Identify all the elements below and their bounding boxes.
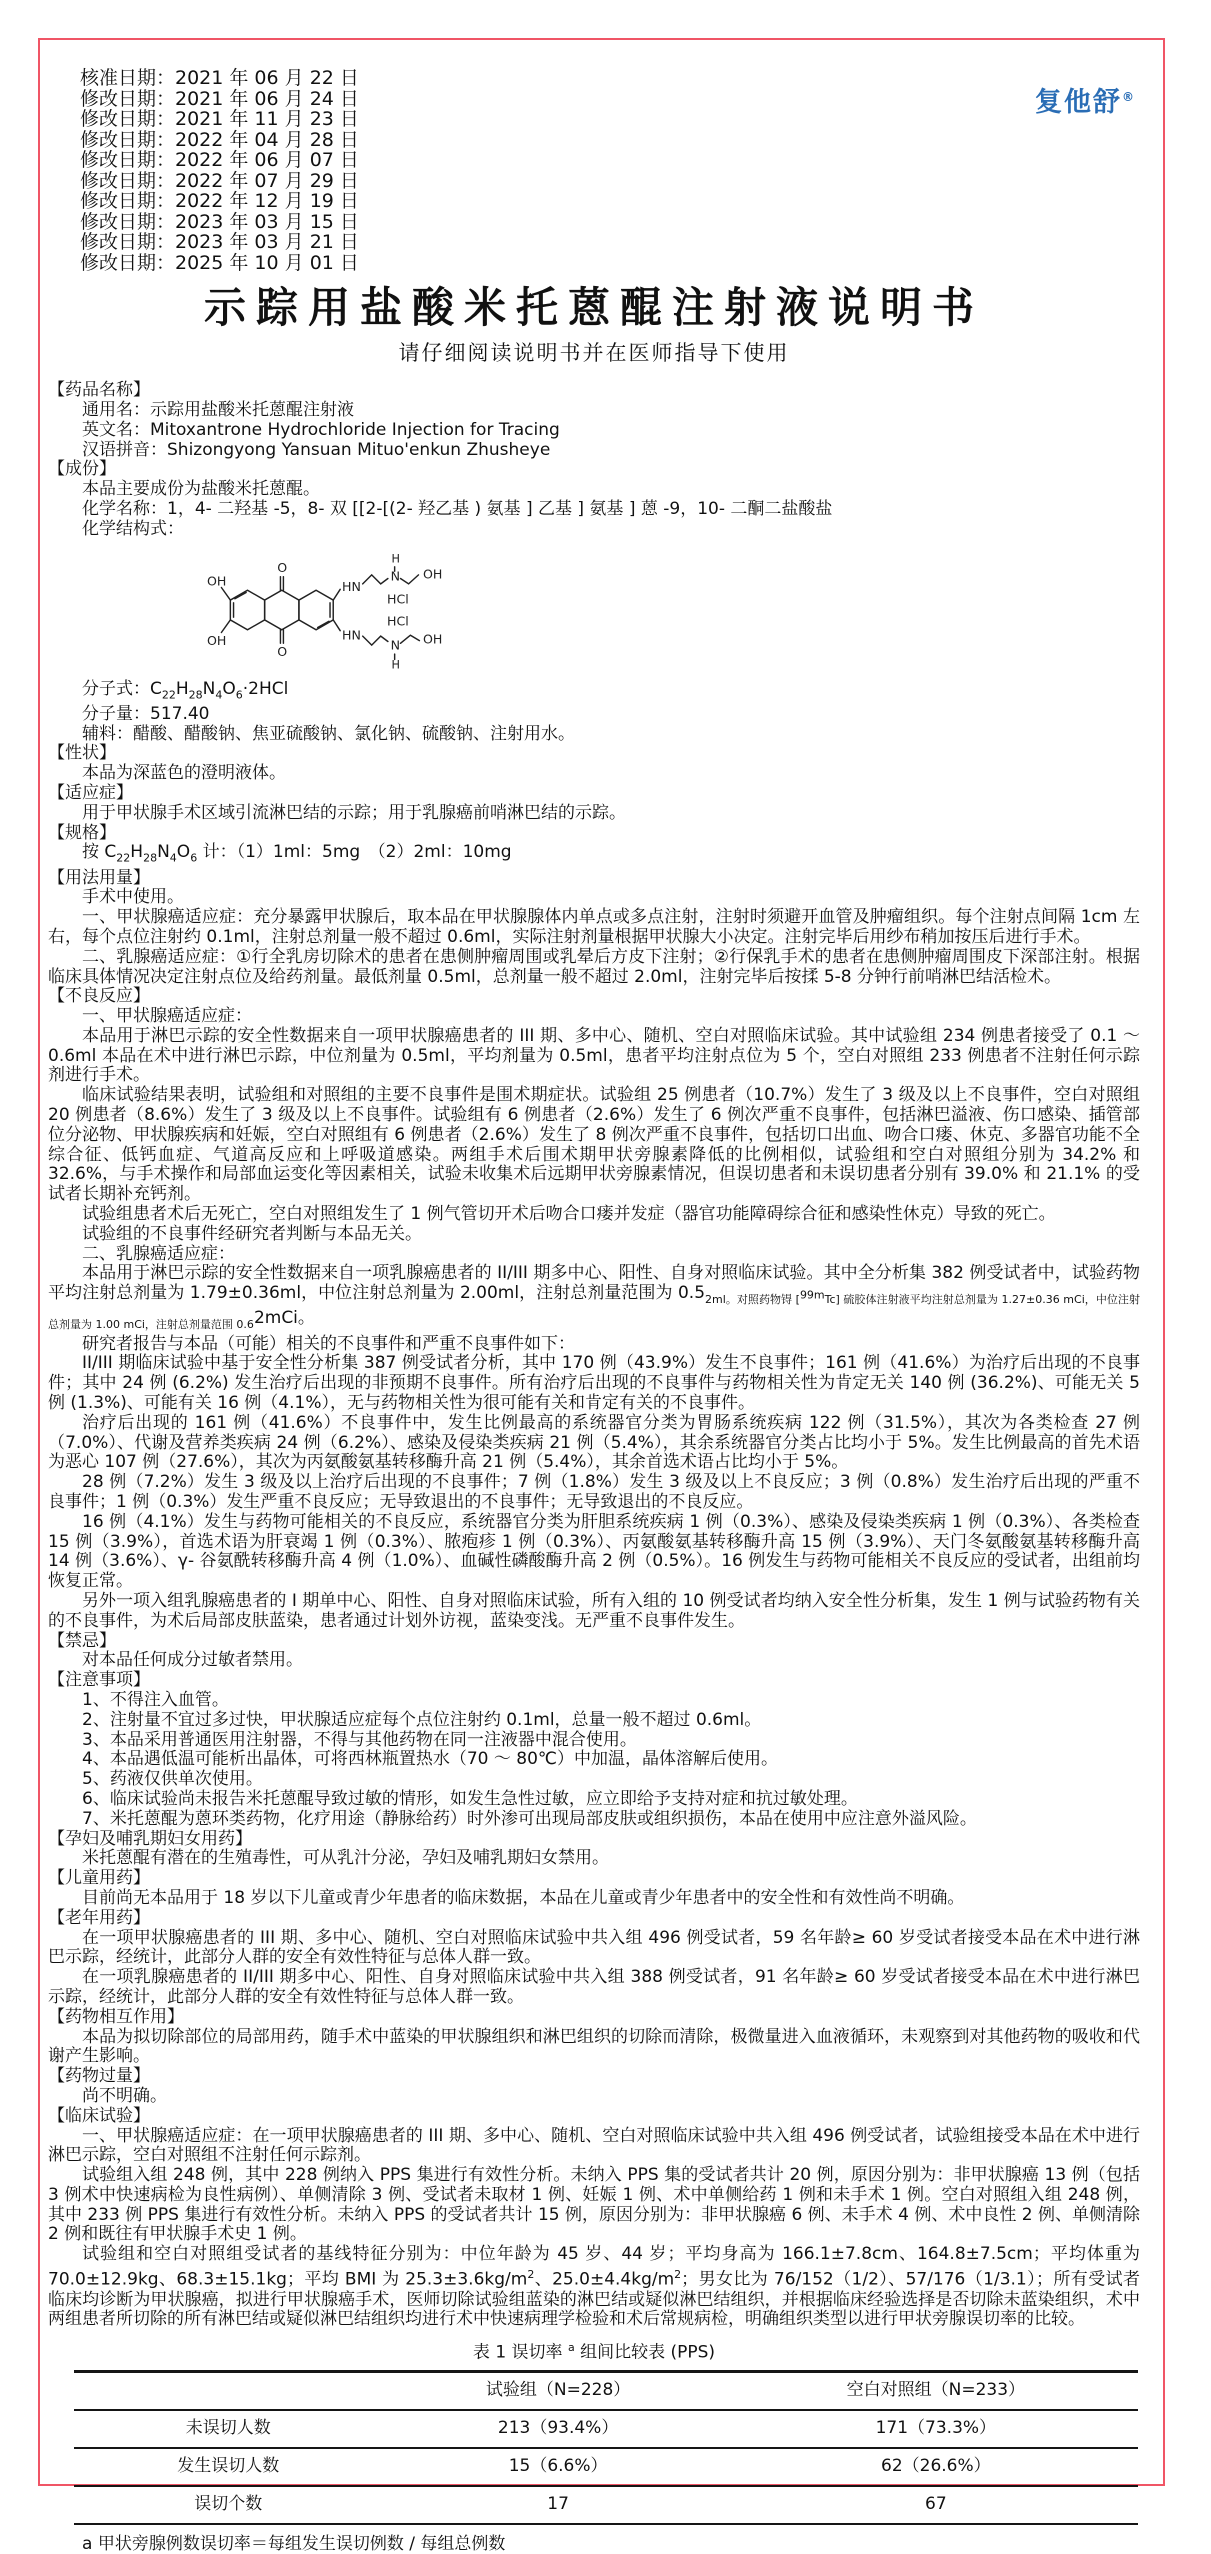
section-heading: 【规格】: [48, 822, 116, 843]
paragraph: 辅料：醋酸、醋酸钠、焦亚硫酸钠、氯化钠、硫酸钠、注射用水。: [82, 723, 575, 744]
paragraph: 试验组和空白对照组受试者的基线特征分别为：中位年龄为 45 岁、44 岁；平均身高为 166.1±7.8cm、164.8±7.5cm；平均体重为 70.0±12.9kg、68.3±15.1kg；平均 BMI 为 $25.3\pm 3.6kg/m^2$、$25.0\pm 4.4kg/m^2$；男女比为 76/152（1/2）、57/176（1/3.1）；所有受试者临床均诊断为甲状腺癌，拟进行甲状腺癌手术，医师切除试验组蓝染的淋巴结或疑似淋巴结组织，并根据临床经验选择是否切除未蓝染组织，术中两组患者所切除的所有淋巴结或疑似淋巴结组织均进行术中快速病理学检验和术后常规病检，明确组织类型以进行甲状旁腺误切率的比较。: [48, 2244, 1140, 2330]
structure-label: N: [390, 637, 401, 653]
paragraph: 本品为拟切除部位的局部用药，随手术中蓝染的甲状腺组织和淋巴组织的切除而清除，极微量进入血液循环，未观察到对其他药物的吸收和代谢产生影响。: [48, 2026, 1140, 2067]
structure-label: HCl: [387, 612, 409, 628]
structure-label: N: [390, 567, 401, 583]
miscut-rate-table: [74, 2370, 1138, 2525]
section-heading: 【临床试验】: [48, 2105, 150, 2126]
paragraph: 本品用于淋巴示踪的安全性数据来自一项乳腺癌患者的 II/III 期多中心、阳性、自身对照临床试验。其中全分析集 382 例受试者中，试验药物平均注射总剂量为 1.79±0.36ml，中位注射总剂量为 2.00ml，注射总剂量范围为 $0.5_{2ml。对照药物锝 [^{99m}Tc] 硫胶体注射液平均注射总剂量为 1.27\pm 0.36 mCi,中位注射总剂量为 1.00 mCi,注射总剂量范围 0.6}2mCi$。: [48, 1263, 1140, 1331]
structure-label: OH: [207, 632, 227, 648]
column-header: 空白对照组（N=233）: [846, 2379, 1026, 2400]
paragraph: 试验组入组 248 例，其中 228 例纳入 PPS 集进行有效性分析。未纳入 PPS 集的受试者共计 20 例，原因分别为：非甲状腺癌 13 例（包括 3 例术中快速病检为良性病例）、单侧清除 3 例、受试者未取材 1 例、妊娠 1 例、术中单侧给药 1 例和未手术 1 例。空白对照组入组 248 例，其中 233 例 PPS 集进行有效性分析。未纳入 PPS 的受试者共计 15 例，原因分别为：非甲状腺癌 6 例、未手术 4 例、术中良性 2 例、单侧清除 2 例和既往有甲状腺手术史 1 例。: [48, 2165, 1140, 2245]
paragraph: 16 例（4.1%）发生与药物可能相关的不良反应，系统器官分类为肝胆系统疾病 1 例（0.3%）、感染及侵染类疾病 1 例（0.3%）、各类检查 15 例（3.9%），首选术语为肝衰竭 1 例（0.3%）、脓疱疹 1 例（0.3%）、丙氨酸氨基转移酶升高 15 例（3.9%）、天门冬氨酸氨基转移酶升高 14 例（3.6%）、γ- 谷氨酰转移酶升高 4 例（1.0%）、血碱性磷酸酶升高 2 例（0.5%）。16 例发生与药物可能相关不良反应的受试者，出组前均恢复正常。: [48, 1511, 1140, 1592]
section-heading: 【儿童用药】: [48, 1868, 150, 1889]
date-line: 修改日期：2023 年 03 月 15 日: [80, 210, 359, 233]
table-cell: 213（93.4%）: [497, 2417, 619, 2438]
paragraph: 一、甲状腺癌适应症：充分暴露甲状腺后，取本品在甲状腺腺体内单点或多点注射，注射时须避开血管及肿瘤组织。每个注射点间隔 1cm 左右，每个点位注射约 0.1ml，注射总剂量一般不超过 0.6ml，实际注射剂量根据甲状腺大小决定。注射完毕后用纱布稍加按压后进行手术。: [48, 907, 1140, 947]
structure-label: HCl: [387, 591, 409, 607]
paragraph: 用于甲状腺手术区域引流淋巴结的示踪；用于乳腺癌前哨淋巴结的示踪。: [82, 802, 626, 823]
date-line: 修改日期：2022 年 07 月 29 日: [80, 169, 359, 192]
paragraph: 临床试验结果表明，试验组和对照组的主要不良事件是围术期症状。试验组 25 例患者（10.7%）发生了 3 级及以上不良事件，空白对照组 20 例患者（8.6%）发生了 3 级及以上不良事件。试验组有 6 例患者（2.6%）发生了 6 例次严重不良事件，包括淋巴溢液、伤口感染、插管部位分泌物、甲状腺疾病和妊娠，空白对照组有 6 例患者（2.6%）发生了 8 例次严重不良事件，包括切口出血、吻合口瘘、休克、多器官功能不全综合征、低钙血症、气道高反应和上呼吸道感染。两组手术后围术期甲状旁腺素降低的比例相似，试验组和空白对照组分别为 34.2% 和 32.6%，与手术操作和局部血运变化等因素相关，试验未收集术后远期甲状旁腺素情况，但误切患者和未误切患者分别有 39.0% 和 21.1% 的受试者长期补充钙剂。: [48, 1085, 1140, 1205]
brand-logo: [1035, 80, 1136, 119]
document-body: [48, 381, 1140, 2554]
table-cell: 171（73.3%）: [875, 2417, 997, 2438]
structure-label: OH: [423, 566, 443, 582]
paragraph: 尚不明确。: [82, 2085, 167, 2106]
paragraph: 本品主要成份为盐酸米托蒽醌。: [82, 479, 320, 500]
paragraph: 4、本品遇低温可能析出晶体，可将西林瓶置热水（70 ～ 80℃）中加温，晶体溶解后使用。: [82, 1749, 778, 1770]
table-row: [74, 2486, 1138, 2524]
paragraph: 1、不得注入血管。: [82, 1689, 229, 1710]
chemical-structure-diagram: [198, 542, 540, 678]
section-heading: 【药物相互作用】: [48, 2006, 184, 2027]
paragraph: 7、米托蒽醌为蒽环类药物，化疗用途（静脉给药）时外渗可出现局部皮肤或组织损伤，本品在使用中应注意外溢风险。: [82, 1808, 977, 1829]
paragraph: 通用名：示踪用盐酸米托蒽醌注射液: [82, 399, 354, 420]
section-heading: 【老年用药】: [48, 1907, 150, 1928]
paragraph: 本品为深蓝色的澄明液体。: [82, 763, 286, 784]
paragraph: 28 例（7.2%）发生 3 级及以上治疗后出现的不良事件；7 例（1.8%）发生 3 级及以上不良反应；3 例（0.8%）发生治疗后出现的严重不良事件；1 例（0.3%）发生严重不良反应；无导致退出的不良事件；无导致退出的不良反应。: [48, 1472, 1140, 1512]
paragraph: 在一项乳腺癌患者的 II/III 期多中心、阳性、自身对照临床试验中共入组 388 例受试者，91 名年龄≥ 60 岁受试者接受本品在术中进行淋巴示踪，经统计，此部分人群的安全有效性特征与总体人群一致。: [48, 1967, 1140, 2007]
date-line: 修改日期：2021 年 11 月 23 日: [80, 108, 359, 130]
paragraph: 米托蒽醌有潜在的生殖毒性，可从乳汁分泌，孕妇及哺乳期妇女禁用。: [82, 1848, 609, 1869]
paragraph: 化学名称：1，4- 二羟基 -5，8- 双 [[2-[(2- 羟乙基 ) 氨基 ] 乙基 ] 氨基 ] 蒽 -9，10- 二酮二盐酸盐: [82, 498, 833, 519]
paragraph: 分子量：517.40: [82, 703, 210, 724]
structure-label: HN: [342, 578, 361, 594]
table-cell: 15（6.6%）: [508, 2455, 608, 2476]
section-heading: 【药物过量】: [48, 2066, 150, 2087]
section-heading: 【成份】: [48, 459, 116, 480]
section-heading: 【禁忌】: [48, 1630, 116, 1651]
paragraph: 5、药液仅供单次使用。: [82, 1769, 263, 1790]
paragraph: 分子式：$C_{22}H_{28}N_4O_6\cdot 2HCl$: [82, 678, 289, 701]
paragraph: 化学结构式：: [82, 518, 184, 539]
section-heading: 【孕妇及哺乳期妇女用药】: [48, 1828, 252, 1849]
table-caption: 表 1 误切率 $^a$ 组间比较表 (PPS): [472, 2341, 716, 2363]
paragraph: 在一项甲状腺癌患者的 III 期、多中心、随机、空白对照临床试验中共入组 496 例受试者，59 名年龄≥ 60 岁受试者接受本品在术中进行淋巴示踪，经统计，此部分人群的安全有效性特征与总体人群一致。: [48, 1927, 1140, 1968]
page-content: [48, 38, 1140, 2554]
paragraph: 试验组的不良事件经研究者判断与本品无关。: [82, 1223, 422, 1244]
section-heading: 【注意事项】: [48, 1670, 150, 1691]
section-heading: 【性状】: [48, 743, 116, 764]
table-footnote: a 甲状旁腺例数误切率＝每组发生误切例数 / 每组总例数: [82, 2533, 506, 2554]
table-cell: 62（26.6%）: [881, 2455, 991, 2476]
structure-label: HN: [342, 627, 361, 643]
paragraph: 6、临床试验尚未报告米托蒽醌导致过敏的情形，如发生急性过敏，应立即给予支持对症和抗过敏处理。: [82, 1788, 858, 1809]
structure-label: OH: [207, 573, 227, 589]
structure-label: H: [391, 551, 400, 565]
paragraph: 2、注射量不宜过多过快，甲状腺适应症每个点位注射约 0.1ml，总量一般不超过 0.6ml。: [82, 1709, 762, 1730]
paragraph: 手术中使用。: [82, 887, 184, 908]
paragraph: 一、甲状腺癌适应症：在一项甲状腺癌患者的 III 期、多中心、随机、空白对照临床试验中共入组 496 例受试者，试验组接受本品在术中进行淋巴示踪，空白对照组不注射任何示踪剂。: [48, 2125, 1140, 2166]
paragraph: 对本品任何成分过敏者禁用。: [82, 1650, 303, 1671]
date-line: 核准日期：2021 年 06 月 22 日: [80, 67, 359, 89]
table-row: [74, 2448, 1138, 2486]
table-cell: 发生误切人数: [177, 2455, 280, 2476]
paragraph: 本品用于淋巴示踪的安全性数据来自一项甲状腺癌患者的 III 期、多中心、随机、空白对照临床试验。其中试验组 234 例患者接受了 0.1 ～ 0.6ml 本品在术中进行淋巴示踪，中位剂量为 0.5ml，平均剂量为 0.5ml，患者平均注射点位为 5 个，空白对照组 233 例患者不注射任何示踪剂进行手术。: [48, 1025, 1140, 1086]
structure-label: H: [391, 658, 400, 672]
structure-label: OH: [423, 630, 443, 646]
table-row: [74, 2410, 1138, 2448]
brand-logo-text: 复他舒: [1035, 87, 1122, 118]
paragraph: 另外一项入组乳腺癌患者的 I 期单中心、阳性、自身对照临床试验，所有入组的 10 例受试者均纳入安全性分析集，发生 1 例与试验药物有关的不良事件，为术后局部皮肤蓝染，患者通过计划外访视，蓝染变浅。无严重不良事件发生。: [48, 1590, 1140, 1631]
table-cell: 未误切人数: [185, 2417, 271, 2438]
date-line: 修改日期：2023 年 03 月 21 日: [80, 231, 359, 253]
paragraph: 目前尚无本品用于 18 岁以下儿童或青少年患者的临床数据，本品在儿童或青少年患者中的安全性和有效性尚不明确。: [82, 1887, 965, 1908]
column-header: [74, 2371, 383, 2410]
registered-trademark-icon: ®: [1122, 90, 1136, 104]
table-cell: 67: [925, 2493, 947, 2514]
document-title: 示踪用盐酸米托蒽醌注射液说明书: [203, 283, 984, 332]
paragraph: 试验组患者术后无死亡，空白对照组发生了 1 例气管切开术后吻合口瘘并发症（器官功能障碍综合征和感染性休克）导致的死亡。: [82, 1204, 1056, 1225]
date-line: 修改日期：2025 年 10 月 01 日: [80, 251, 359, 274]
structure-label: O: [277, 559, 288, 575]
date-line: 修改日期：2022 年 06 月 07 日: [80, 149, 359, 171]
paragraph: 按 $C_{22}H_{28}N_4O_6$ 计：（1）1ml：5mg （2）2ml：10mg: [82, 842, 512, 865]
column-header: 试验组（N=228）: [485, 2379, 631, 2400]
table-cell: 误切个数: [194, 2493, 263, 2514]
document-subtitle: 请仔细阅读说明书并在医师指导下使用: [398, 341, 790, 366]
date-line: 修改日期：2022 年 12 月 19 日: [80, 190, 359, 212]
revision-dates: [80, 68, 1140, 273]
structure-label: O: [277, 643, 288, 659]
paragraph: 研究者报告与本品（可能）相关的不良事件和严重不良事件如下：: [82, 1333, 575, 1354]
paragraph: 二、乳腺癌适应症：: [82, 1243, 235, 1264]
section-heading: 【药品名称】: [48, 380, 150, 401]
section-heading: 【适应症】: [48, 782, 133, 803]
paragraph: 3、本品采用普通医用注射器，不得与其他药物在同一注液器中混合使用。: [82, 1729, 637, 1750]
paragraph: 一、甲状腺癌适应症：: [82, 1006, 252, 1027]
paragraph: 治疗后出现的 161 例（41.6%）不良事件中，发生比例最高的系统器官分类为胃肠系统疾病 122 例（31.5%），其次为各类检查 27 例（7.0%）、代谢及营养类疾病 24 例（6.2%）、感染及侵染类疾病 21 例（5.4%），其余系统器官分类占比均小于 5%。发生比例最高的首先术语为恶心 107 例（27.6%），其次为丙氨酸氨基转移酶升高 21 例（5.4%），其余首选术语占比均小于 5%。: [48, 1412, 1140, 1473]
table-cell: 17: [547, 2493, 569, 2514]
paragraph: 英文名：Mitoxantrone Hydrochloride Injection for Tracing: [82, 419, 560, 440]
chemical-structure: [198, 542, 1140, 678]
table-header-row: [74, 2371, 1138, 2410]
paragraph: 二、乳腺癌适应症：①行全乳房切除术的患者在患侧肿瘤周围或乳晕后方皮下注射；②行保乳手术的患者在患侧肿瘤周围皮下深部注射。根据临床具体情况决定注射点位及给药剂量。最低剂量 0.5ml，总剂量一般不超过 2.0ml，注射完毕后按揉 5-8 分钟行前哨淋巴结活检术。: [48, 946, 1140, 987]
date-line: 修改日期：2021 年 06 月 24 日: [80, 87, 359, 110]
paragraph: 汉语拼音：Shizongyong Yansuan Mituo'enkun Zhusheye: [82, 439, 551, 460]
paragraph: II/III 期临床试验中基于安全性分析集 387 例受试者分析，其中 170 例（43.9%）发生不良事件；161 例（41.6%）为治疗后出现的不良事件；其中 24 例 (6.2%) 发生治疗后出现的非预期不良事件。所有治疗后出现的不良事件与药物相关性为肯定无关 140 例 (36.2%)、可能无关 5 例 (1.3%)、可能有关 16 例（4.1%），无与药物相关性为很可能有关和肯定有关的不良事件。: [48, 1353, 1140, 1414]
section-heading: 【用法用量】: [48, 867, 150, 888]
section-heading: 【不良反应】: [48, 986, 150, 1007]
date-line: 修改日期：2022 年 04 月 28 日: [80, 128, 359, 151]
